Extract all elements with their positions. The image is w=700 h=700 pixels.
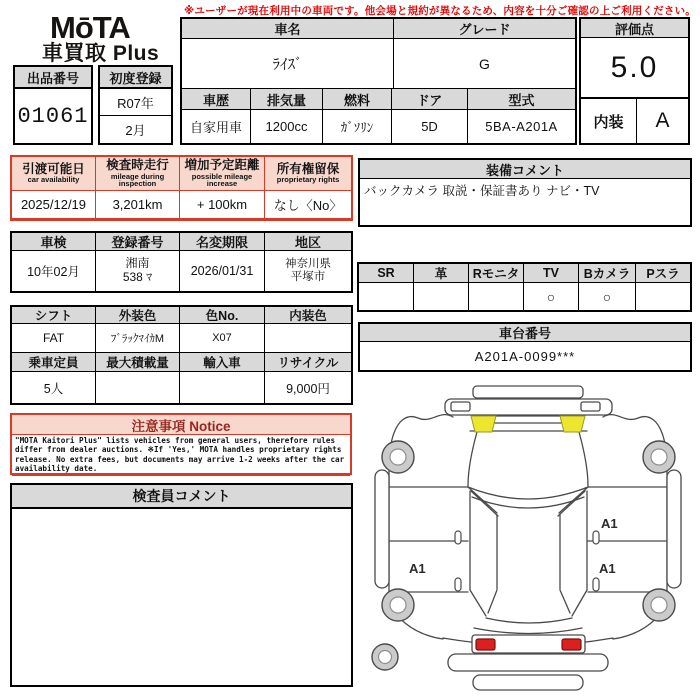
name-change-deadline-value: 2026/01/31	[180, 251, 265, 291]
fuel-label: 燃料	[323, 89, 392, 109]
model-code-value: 5BA-A201A	[485, 119, 558, 134]
vehicle-info-table	[180, 17, 577, 145]
color-no-label: 色No.	[180, 307, 265, 323]
mileage-header: 検査時走行 mileage during inspection	[96, 157, 180, 190]
equipment-flags-table	[357, 262, 692, 312]
chassis-number-value: A201A-0099***	[474, 348, 576, 364]
registration-number-label: 登録番号	[96, 233, 180, 250]
score-label: 評価点	[581, 19, 688, 37]
availability-header: 引渡可能日 car availability	[12, 157, 96, 190]
car-damage-diagram	[360, 385, 700, 697]
interior-label: 内装	[581, 99, 637, 143]
equipment-comment-text: バックカメラ 取説・保証書あり ナビ・TV	[364, 184, 600, 198]
inspector-comment-body	[12, 509, 351, 685]
registration-number-value: 湘南 538 ﾏ	[96, 251, 180, 291]
power-slide-value	[636, 283, 690, 310]
equipment-comment-label: 装備コメント	[360, 160, 690, 178]
notice-box	[10, 413, 352, 475]
specs-table	[10, 305, 353, 405]
interior-color-value	[265, 324, 351, 352]
district-label: 地区	[265, 233, 351, 250]
availability-value: 2025/12/19	[12, 191, 96, 218]
back-camera-value: ○	[579, 283, 636, 310]
interior-grade-value: A	[655, 109, 670, 132]
import-value	[180, 372, 265, 403]
max-load-label: 最大積載量	[96, 353, 180, 371]
doors-label: ドア	[392, 89, 468, 109]
sunroof-label: SR	[359, 264, 414, 282]
door-handle-left-rear	[455, 578, 461, 591]
grade-label: グレード	[394, 19, 575, 38]
left-sill	[375, 470, 389, 588]
rear-monitor-label: Rモニタ	[469, 264, 524, 282]
exterior-color-value: ﾌﾞﾗｯｸﾏｲｶM	[96, 324, 180, 352]
history-label: 車歴	[182, 89, 251, 109]
import-label: 輸入車	[180, 353, 265, 371]
proprietary-rights-header: 所有権留保 proprietary rights	[265, 157, 351, 190]
displacement-value: 1200cc	[251, 110, 323, 143]
history-value: 自家用車	[182, 110, 251, 143]
availability-table	[10, 155, 353, 221]
proprietary-rights-value: なし〈No〉	[273, 198, 343, 213]
equipment-comment-table	[358, 158, 692, 227]
doors-value: 5D	[392, 110, 468, 143]
door-handle-right-rear	[593, 578, 599, 591]
power-slide-label: Pスラ	[636, 264, 690, 282]
registration-table	[10, 231, 353, 293]
highlight-mark-front-right	[560, 416, 585, 432]
mileage-increase-value: + 100km	[180, 191, 265, 218]
grade-mark-left-rear-door: A1	[409, 561, 426, 576]
right-sill	[667, 470, 681, 588]
windshield-base-arc	[468, 487, 588, 499]
recycle-label: リサイクル	[265, 353, 351, 371]
door-handle-right-front	[593, 531, 599, 544]
rear-window-arc	[486, 618, 572, 623]
back-camera-label: Bカメラ	[579, 264, 636, 282]
capacity-label: 乗車定員	[12, 353, 96, 371]
shift-label: シフト	[12, 307, 96, 323]
lot-number-table	[13, 65, 93, 145]
max-load-value	[96, 372, 180, 403]
rear-bumper	[448, 654, 608, 671]
score-table	[579, 17, 690, 145]
interior-color-label: 内装色	[265, 307, 351, 323]
car-name-label: 車名	[182, 19, 394, 38]
usage-warning-banner: ※ユーザーが現在利用中の車両です。他会場と規約が異なるため、内容を十分ご確認の上ご利用ください。	[183, 5, 696, 17]
front-bumper-top	[473, 386, 583, 398]
chassis-number-table	[358, 322, 692, 372]
leather-value	[414, 283, 469, 310]
tv-value: ○	[524, 283, 579, 310]
recycle-value: 9,000円	[286, 381, 330, 396]
district-value: 神奈川県 平塚市	[285, 257, 331, 283]
chassis-number-label: 車台番号	[360, 324, 690, 341]
tv-label: TV	[524, 264, 579, 282]
highlight-mark-front-left	[471, 416, 496, 432]
notice-body: "MOTA Kaitori Plus" lists vehicles from general users, therefore rules differ from dealer auctions. ※If 'Yes,' MOTA handles proprietary rights release. No extra fees, but documents may arrive 1-2 weeks after the car availability date.	[15, 436, 345, 474]
inspector-comment-label: 検査員コメント	[12, 485, 351, 507]
first-registration-label: 初度登録	[100, 67, 171, 87]
capacity-value: 5人	[12, 372, 96, 403]
lot-number-label: 出品番号	[15, 67, 91, 87]
grade-value: G	[479, 55, 490, 72]
cowl-panel	[493, 416, 563, 423]
color-no-value: X07	[180, 324, 265, 352]
shaken-label: 車検	[12, 233, 96, 250]
mota-logo: MōTA	[50, 10, 130, 45]
mileage-value: 3,201km	[96, 191, 180, 218]
grade-mark-right-rear-door: A1	[599, 561, 616, 576]
shift-value: FAT	[12, 324, 96, 352]
displacement-label: 排気量	[251, 89, 323, 109]
score-value: 5.0	[610, 50, 659, 84]
mota-logo-subtitle: 車買取 Plus	[42, 42, 160, 65]
right-doors	[588, 487, 667, 592]
rear-monitor-value	[469, 283, 524, 310]
mileage-increase-header: 増加予定距離 possible mileage increase	[180, 157, 265, 190]
damage-mark-tail-light-left	[476, 639, 495, 650]
damage-mark-tail-light-right	[562, 639, 581, 650]
grade-mark-right-front-door: A1	[601, 516, 618, 531]
first-registration-month: 2月	[125, 123, 146, 138]
notice-title: 注意事項 Notice	[12, 415, 350, 434]
door-handle-left-front	[455, 531, 461, 544]
sunroof-value	[359, 283, 414, 310]
rear-bumper-lower	[473, 675, 583, 690]
shaken-value: 10年02月	[12, 251, 96, 291]
first-registration-table	[98, 65, 173, 145]
car-name-value: ﾗｲｽﾞ	[182, 39, 394, 88]
fuel-value: ｶﾞｿﾘﾝ	[323, 110, 392, 143]
name-change-deadline-label: 名変期限	[180, 233, 265, 250]
exterior-color-label: 外装色	[96, 307, 180, 323]
model-code-label: 型式	[468, 89, 575, 109]
inspector-comment-table	[10, 483, 353, 687]
first-registration-year: R07年	[117, 95, 154, 111]
leather-label: 革	[414, 264, 469, 282]
lot-number-value: 01061	[17, 103, 89, 129]
